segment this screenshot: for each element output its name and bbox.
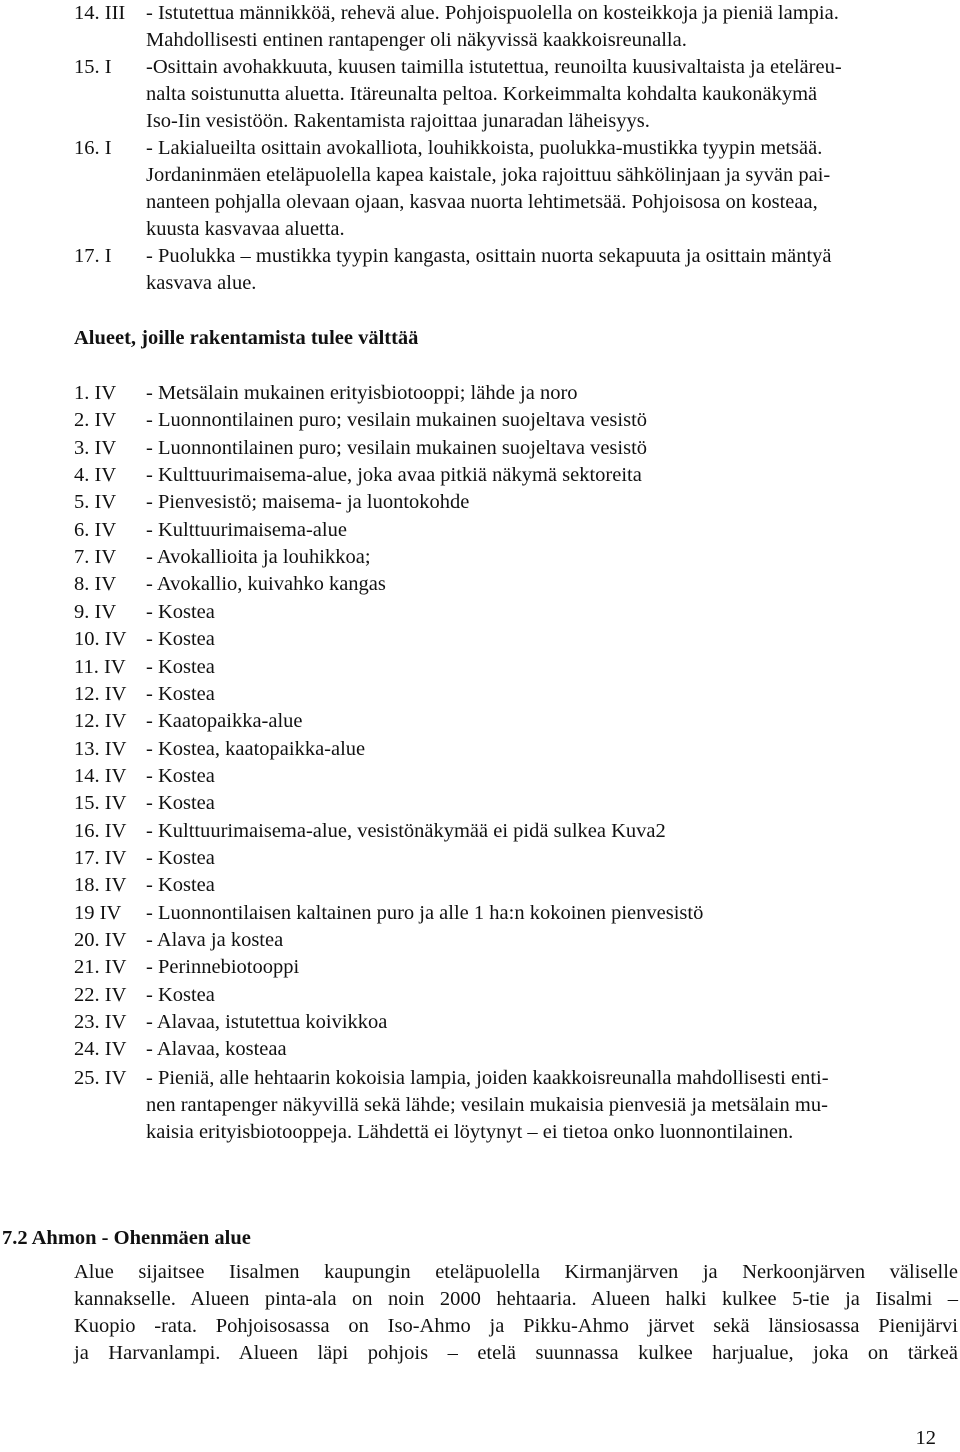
entry-number: 15. I <box>74 56 112 78</box>
entry-number: 14. III <box>74 2 126 24</box>
entry-text: - Avokallio, kuivahko kangas <box>146 573 386 595</box>
entry-text: - Luonnontilainen puro; vesilain mukainen suojeltava vesistö <box>146 437 648 459</box>
entry-number: 11. IV <box>74 656 126 678</box>
entry-text: - Perinnebiotooppi <box>146 956 300 978</box>
entry-text-continued: kaisia erityisbiotooppeja. Lähdettä ei löytynyt – ei tietoa onko luonnontilainen. <box>146 1121 794 1143</box>
avoid-areas-heading: Alueet, joille rakentamista tulee välttää <box>74 327 419 349</box>
page-number: 12 <box>915 1427 936 1449</box>
entry-text: - Kostea <box>146 656 215 678</box>
entry-text: - Kaatopaikka-alue <box>146 710 303 732</box>
entry-number: 15. IV <box>74 792 127 814</box>
entry-number: 12. IV <box>74 683 127 705</box>
entry-number: 6. IV <box>74 519 117 541</box>
entry-number: 23. IV <box>74 1011 127 1033</box>
entry-text: - Avokallioita ja louhikkoa; <box>146 546 371 568</box>
entry-text: - Luonnontilainen puro; vesilain mukainen suojeltava vesistö <box>146 409 648 431</box>
entry-number: 21. IV <box>74 956 127 978</box>
entry-number: 1. IV <box>74 382 117 404</box>
avoid-area-item <box>0 736 960 763</box>
avoid-area-item <box>0 435 960 462</box>
paragraph-line: ja Harvanlampi. Alueen läpi pohjois – etelä suunnassa kulkee harjualue, joka on tärkeä <box>74 1342 958 1364</box>
entry-text: - Kulttuurimaisema-alue, joka avaa pitkiä näkymä sektoreita <box>146 464 642 486</box>
avoid-area-item <box>0 845 960 872</box>
avoid-area-item <box>0 872 960 899</box>
entry-text-continued: Mahdollisesti entinen rantapenger oli näkyvissä kaakkoisreunalla. <box>146 29 687 51</box>
entry-text: - Alavaa, istutettua koivikkoa <box>146 1011 388 1033</box>
paragraph-line: kannakselle. Alueen pinta-ala on noin 2000 hehtaaria. Alueen halki kulkee 5-tie ja Iisalmi – <box>74 1288 958 1310</box>
entry-text: - Puolukka – mustikka tyypin kangasta, osittain nuorta sekapuuta ja osittain mäntyä <box>146 245 832 267</box>
entry-number: 17. I <box>74 245 112 267</box>
entry-text: - Kostea <box>146 601 215 623</box>
entry-number: 16. IV <box>74 820 127 842</box>
entry-number: 9. IV <box>74 601 117 623</box>
avoid-area-item <box>0 489 960 516</box>
entry-number: 7. IV <box>74 546 117 568</box>
entry-text: - Kostea <box>146 874 215 896</box>
entry-text: - Kostea <box>146 683 215 705</box>
entry-text: - Istutettua männikköä, rehevä alue. Pohjoispuolella on kosteikkoja ja pieniä lampia. <box>146 2 839 24</box>
avoid-area-item <box>0 626 960 653</box>
avoid-area-item <box>0 517 960 544</box>
avoid-area-item <box>0 1036 960 1063</box>
avoid-area-item <box>0 900 960 927</box>
entry-number: 5. IV <box>74 491 117 513</box>
avoid-area-item <box>0 681 960 708</box>
entry-number: 17. IV <box>74 847 127 869</box>
entry-number: 3. IV <box>74 437 117 459</box>
entry-text: - Kostea <box>146 984 215 1006</box>
avoid-area-item <box>0 954 960 981</box>
entry-number: 16. I <box>74 137 112 159</box>
entry-number: 8. IV <box>74 573 117 595</box>
avoid-area-item <box>0 654 960 681</box>
entry-text: - Kostea <box>146 765 215 787</box>
entry-number: 12. IV <box>74 710 127 732</box>
entry-number: 22. IV <box>74 984 127 1006</box>
entry-number: 19 IV <box>74 902 122 924</box>
avoid-area-item <box>0 818 960 845</box>
entry-text-continued: nen rantapenger näkyvillä sekä lähde; vesilain mukaisia pienvesiä ja metsälain mu- <box>146 1094 828 1116</box>
avoid-area-item <box>0 1009 960 1036</box>
entry-text-continued: nalta soistunutta aluetta. Itäreunalta peltoa. Korkeimmalta kohdalta kaukonäkymä <box>146 83 818 105</box>
entry-text: - Lakialueilta osittain avokalliota, louhikkoista, puolukka-mustikka tyypin metsää. <box>146 137 823 159</box>
entry-number: 25. IV <box>74 1067 127 1089</box>
avoid-area-item <box>0 763 960 790</box>
avoid-area-item <box>0 407 960 434</box>
section-heading: 7.2 Ahmon - Ohenmäen alue <box>2 1227 251 1249</box>
entry-text: - Alava ja kostea <box>146 929 284 951</box>
entry-text: - Alavaa, kosteaa <box>146 1038 287 1060</box>
entry-number: 4. IV <box>74 464 117 486</box>
entry-text: -Osittain avohakkuuta, kuusen taimilla istutettua, reunoilta kuusivaltaista ja eteläreu- <box>146 56 842 78</box>
avoid-area-item <box>0 462 960 489</box>
avoid-area-item <box>0 380 960 407</box>
avoid-area-item <box>0 571 960 598</box>
entry-text: - Metsälain mukainen erityisbiotooppi; lähde ja noro <box>146 382 578 404</box>
avoid-area-item <box>0 927 960 954</box>
entry-number: 24. IV <box>74 1038 127 1060</box>
entry-text: - Pienvesistö; maisema- ja luontokohde <box>146 491 470 513</box>
entry-text: - Kostea <box>146 792 215 814</box>
entry-text: - Luonnontilaisen kaltainen puro ja alle 1 ha:n kokoinen pienvesistö <box>146 902 704 924</box>
avoid-area-item <box>0 599 960 626</box>
entry-text: - Pieniä, alle hehtaarin kokoisia lampia, joiden kaakkoisreunalla mahdollisesti enti- <box>146 1067 829 1089</box>
entry-number: 10. IV <box>74 628 127 650</box>
entry-text: - Kostea, kaatopaikka-alue <box>146 738 366 760</box>
entry-text-continued: nanteen pohjalla olevaan ojaan, kasvaa nuorta lehtimetsää. Pohjoisosa on kosteaa, <box>146 191 818 213</box>
entry-number: 2. IV <box>74 409 117 431</box>
entry-number: 20. IV <box>74 929 127 951</box>
avoid-area-item <box>0 790 960 817</box>
paragraph-line: Alue sijaitsee Iisalmen kaupungin eteläpuolella Kirmanjärven ja Nerkoonjärven väliselle <box>74 1261 958 1283</box>
avoid-area-item <box>0 544 960 571</box>
entry-text: - Kulttuurimaisema-alue, vesistönäkymää ei pidä sulkea Kuva2 <box>146 820 666 842</box>
entry-text-continued: kasvava alue. <box>146 272 257 294</box>
entry-text: - Kostea <box>146 847 215 869</box>
entry-number: 13. IV <box>74 738 127 760</box>
entry-number: 18. IV <box>74 874 127 896</box>
paragraph-line: Kuopio -rata. Pohjoisosassa on Iso-Ahmo ja Pikku-Ahmo järvet sekä länsiosassa Pienijärvi <box>74 1315 958 1337</box>
avoid-area-item <box>0 982 960 1009</box>
entry-text-continued: Iso-Iin vesistöön. Rakentamista rajoittaa junaradan läheisyys. <box>146 110 650 132</box>
entry-text-continued: Jordaninmäen eteläpuolella kapea kaistale, joka rajoittuu sähkölinjaan ja syvän pai- <box>146 164 831 186</box>
entry-number: 14. IV <box>74 765 127 787</box>
entry-text-continued: kuusta kasvavaa aluetta. <box>146 218 345 240</box>
entry-text: - Kostea <box>146 628 215 650</box>
avoid-area-item <box>0 708 960 735</box>
entry-text: - Kulttuurimaisema-alue <box>146 519 347 541</box>
